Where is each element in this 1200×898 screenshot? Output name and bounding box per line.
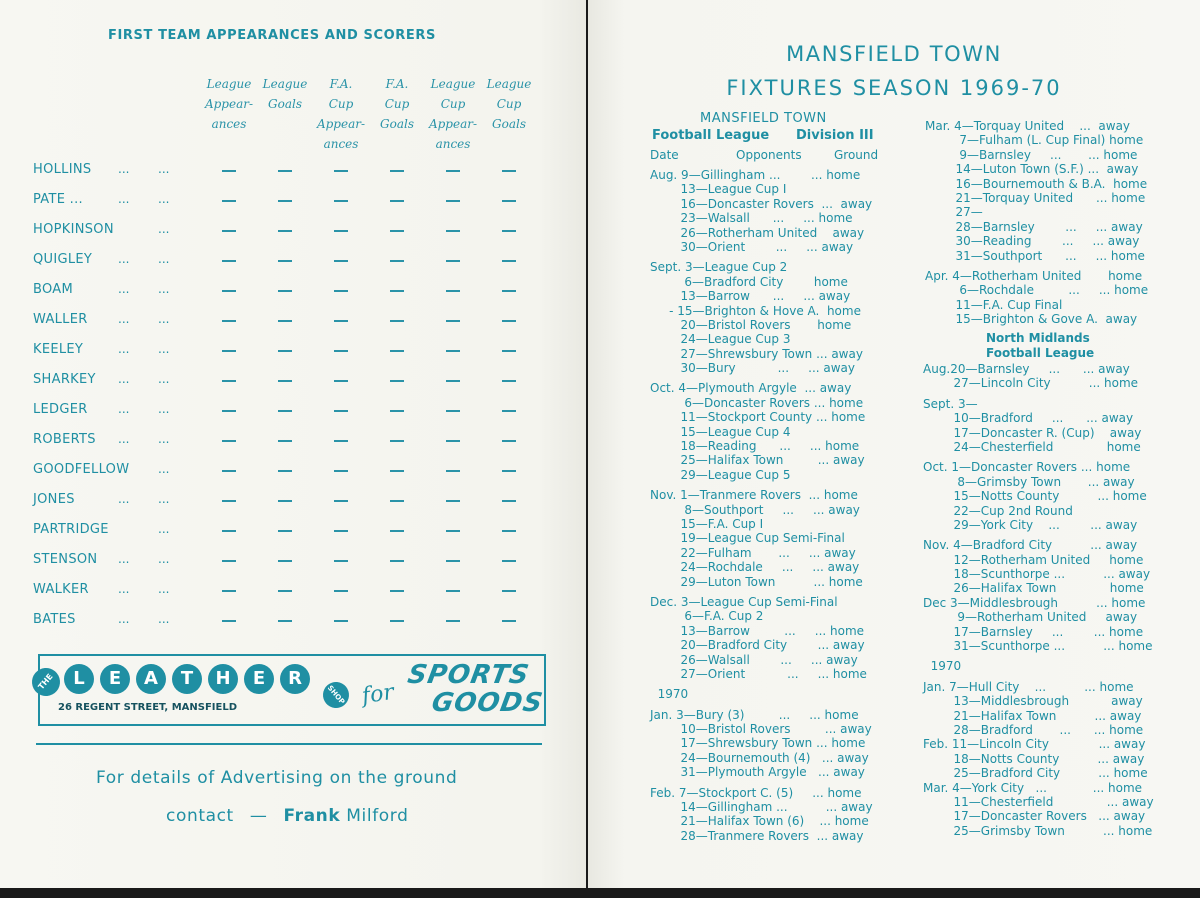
empty-cell-dash [334,410,348,412]
column-header-line: Cup [328,97,354,111]
fixture-line: 12—Rotherham United home [923,552,1144,567]
empty-cell-dash [390,200,404,202]
fixture-line: 1970 [650,687,689,702]
fixture-line: 6—Doncaster Rovers ... home [650,395,864,410]
player-name: LEDGER [33,402,88,417]
column-header-line: Goals [268,97,302,111]
player-name: BOAM [33,282,74,297]
player-name: WALKER [33,582,89,597]
player-name: HOPKINSON [33,222,114,237]
left-page [0,0,586,888]
empty-cell-dash [502,320,516,322]
leader-dots: ... [158,342,170,356]
empty-cell-dash [222,620,236,622]
fixture-line: 16—Doncaster Rovers ... away [650,196,873,211]
empty-cell-dash [334,260,348,262]
player-name: HOLLINS [33,162,92,177]
empty-cell-dash [334,500,348,502]
column-header-line: F.A. [329,77,353,91]
leader-dots: ... [118,552,130,566]
empty-cell-dash [390,410,404,412]
empty-cell-dash [222,380,236,382]
leader-dots: ... [158,462,170,476]
empty-cell-dash [278,350,292,352]
empty-cell-dash [278,620,292,622]
contact-dash: — [249,806,268,826]
fixture-line: 26—Walsall ... ... away [650,652,858,667]
leader-dots: ... [158,162,170,176]
empty-cell-dash [390,470,404,472]
fixture-line: Dec 3—Middlesbrough ... home [923,595,1146,610]
empty-cell-dash [222,320,236,322]
contact-first-name: Frank [283,806,341,826]
leader-dots: ... [158,582,170,596]
empty-cell-dash [446,620,460,622]
empty-cell-dash [390,170,404,172]
empty-cell-dash [502,530,516,532]
empty-cell-dash [278,230,292,232]
player-name: SHARKEY [33,372,96,387]
fixture-line: 27—Shrewsbury Town ... away [650,346,863,361]
the-badge: THE [26,662,65,701]
leader-dots: ... [118,162,130,176]
player-name: PARTRIDGE [33,522,109,537]
empty-cell-dash [334,530,348,532]
fixture-line: 9—Barnsley ... ... home [925,147,1138,162]
empty-cell-dash [390,560,404,562]
empty-cell-dash [334,320,348,322]
fixture-line: 27— [925,205,983,220]
fixture-line: 20—Bristol Rovers home [650,317,852,332]
fixture-line: Oct. 1—Doncaster Rovers ... home [923,460,1131,475]
fixture-line: Mar. 4—Torquay United ... away [925,119,1131,133]
fixture-line: 31—Plymouth Argyle ... away [650,765,865,780]
empty-cell-dash [502,350,516,352]
column-header [366,74,428,134]
league-fixtures-list [650,168,873,843]
fixture-line: 22—Fulham ... ... away [650,545,856,560]
empty-cell-dash [446,170,460,172]
fixture-line: 11—F.A. Cup Final [925,297,1063,312]
empty-cell-dash [222,410,236,412]
fixture-line: 6—F.A. Cup 2 [650,609,764,624]
fixture-line: Nov. 4—Bradford City ... away [923,538,1138,553]
empty-cell-dash [390,320,404,322]
column-header-line: Cup [496,97,522,111]
fixture-line: 21—Halifax Town ... away [923,708,1142,723]
empty-cell-dash [502,260,516,262]
league-fixtures-list-cont [925,119,1148,326]
empty-cell-dash [334,350,348,352]
leader-dots: ... [118,372,130,386]
fixture-line: 24—League Cup 3 [650,332,791,347]
fixture-line: 24—Chesterfield home [923,439,1141,454]
fixture-line: 13—League Cup I [650,182,787,197]
empty-cell-dash [278,500,292,502]
fixture-line: 27—Lincoln City ... home [923,376,1139,391]
fixture-line: 10—Bradford ... ... away [923,411,1134,426]
empty-cell-dash [334,290,348,292]
leather-letter-circle: T [172,664,202,694]
empty-cell-dash [278,410,292,412]
empty-cell-dash [502,560,516,562]
empty-cell-dash [390,500,404,502]
empty-cell-dash [278,470,292,472]
empty-cell-dash [278,590,292,592]
column-header-line: ances [323,137,359,151]
empty-cell-dash [222,350,236,352]
empty-cell-dash [446,350,460,352]
fixture-line: 15—League Cup 4 [650,424,791,439]
right-page [588,0,1200,888]
column-header [422,74,484,154]
section-division: Division III [796,128,874,143]
fixture-line: 17—Doncaster R. (Cup) away [923,425,1142,440]
empty-cell-dash [334,620,348,622]
fixture-line: 24—Bournemouth (4) ... away [650,750,869,765]
empty-cell-dash [446,530,460,532]
leader-dots: ... [118,312,130,326]
empty-cell-dash [334,590,348,592]
empty-cell-dash [334,470,348,472]
empty-cell-dash [502,170,516,172]
fixture-line: 17—Doncaster Rovers ... away [923,809,1146,824]
empty-cell-dash [502,620,516,622]
empty-cell-dash [446,230,460,232]
leader-dots: ... [118,432,130,446]
column-header-line: Appear- [204,97,254,111]
empty-cell-dash [222,590,236,592]
fixture-line: 26—Rotherham United away [650,225,865,240]
leather-shop-advert [38,654,546,726]
fixture-line: 7—Fulham (L. Cup Final) home [925,133,1144,148]
for-text: for [360,679,396,710]
advertising-line-2 [166,806,408,826]
player-name: BATES [33,612,76,627]
section-league: Football League [652,128,770,143]
fixture-line: 31—Southport ... ... home [925,248,1145,263]
fixture-line: 22—Cup 2nd Round [923,503,1073,518]
fixture-line: Nov. 1—Tranmere Rovers ... home [650,488,858,503]
column-header-line: Goals [492,117,526,131]
empty-cell-dash [222,470,236,472]
fixture-line: 1970 [923,659,962,674]
fixture-line: 6—Bradford City home [650,274,848,289]
fixture-line: 23—Walsall ... ... home [650,211,853,226]
column-header-line: ances [211,117,247,131]
fixture-line: 26—Halifax Town home [923,581,1144,596]
empty-cell-dash [222,560,236,562]
fixture-line: 25—Halifax Town ... away [650,453,865,468]
fixtures-title: FIXTURES SEASON 1969-70 [726,76,1062,100]
fixture-line: 8—Grimsby Town ... away [923,474,1135,489]
fixture-line: 18—Notts County ... away [923,751,1145,766]
leather-letter-circle: E [244,664,274,694]
empty-cell-dash [502,200,516,202]
fixture-line: 21—Halifax Town (6) ... home [650,814,869,829]
empty-cell-dash [222,170,236,172]
empty-cell-dash [390,230,404,232]
empty-cell-dash [390,620,404,622]
player-name: ROBERTS [33,432,96,447]
empty-cell-dash [222,260,236,262]
fixture-line: 27—Orient ... ... home [650,666,867,681]
empty-cell-dash [390,590,404,592]
column-header-line: League [430,77,476,91]
empty-cell-dash [334,560,348,562]
empty-cell-dash [446,500,460,502]
leader-dots: ... [118,492,130,506]
leader-dots: ... [158,402,170,416]
empty-cell-dash [278,440,292,442]
north-midlands-fixtures [923,362,1154,838]
fixture-line: 17—Shrewsbury Town ... home [650,736,866,751]
empty-cell-dash [446,260,460,262]
fixture-line: Jan. 3—Bury (3) ... ... home [650,707,859,722]
leader-dots: ... [118,282,130,296]
fixture-line: Apr. 4—Rotherham United home [925,268,1143,283]
header-date: Date [650,148,679,162]
fixture-line: 10—Bristol Rovers ... away [650,722,872,737]
leader-dots: ... [158,552,170,566]
fixture-line: 25—Bradford City ... home [923,766,1148,781]
empty-cell-dash [446,440,460,442]
fixture-line: 13—Barrow ... ... home [650,623,865,638]
column-header-line: Cup [440,97,466,111]
empty-cell-dash [278,200,292,202]
leader-dots: ... [118,252,130,266]
leader-dots: ... [158,252,170,266]
appearances-title: FIRST TEAM APPEARANCES AND SCORERS [108,28,436,43]
leader-dots: ... [118,402,130,416]
leader-dots: ... [118,582,130,596]
player-name: STENSON [33,552,98,567]
empty-cell-dash [334,440,348,442]
leader-dots: ... [158,522,170,536]
player-name: WALLER [33,312,88,327]
empty-cell-dash [502,440,516,442]
column-header [310,74,372,154]
empty-cell-dash [446,380,460,382]
empty-cell-dash [222,290,236,292]
leader-dots: ... [158,312,170,326]
empty-cell-dash [446,410,460,412]
nm-title-1: North Midlands [986,331,1090,345]
fixture-line: 28—Bradford ... ... home [923,722,1144,737]
empty-cell-dash [278,530,292,532]
empty-cell-dash [502,290,516,292]
shop-address: 26 REGENT STREET, MANSFIELD [58,702,238,713]
fixture-line: 18—Scunthorpe ... ... away [923,567,1151,582]
empty-cell-dash [502,230,516,232]
fixture-line: 30—Reading ... ... away [925,234,1140,249]
goods-text: GOODS [429,688,546,718]
fixture-line: 11—Stockport County ... home [650,410,866,425]
empty-cell-dash [446,200,460,202]
leader-dots: ... [118,342,130,356]
empty-cell-dash [446,470,460,472]
fixture-line: 29—Luton Town ... home [650,574,863,589]
fixture-line: 16—Bournemouth & B.A. home [925,176,1148,191]
empty-cell-dash [222,230,236,232]
fixture-line: Oct. 4—Plymouth Argyle ... away [650,381,852,396]
leather-letter-circle: R [280,664,310,694]
fixture-line: 14—Luton Town (S.F.) ... away [925,162,1139,177]
fixture-line: 31—Scunthorpe ... ... home [923,639,1153,654]
fixture-line: 15—Notts County ... home [923,489,1147,504]
empty-cell-dash [390,260,404,262]
empty-cell-dash [502,470,516,472]
column-header-line: League [486,77,532,91]
empty-cell-dash [502,500,516,502]
empty-cell-dash [446,320,460,322]
empty-cell-dash [446,290,460,292]
fixture-line: Sept. 3— [923,396,978,411]
leader-dots: ... [118,612,130,626]
fixture-line: 13—Barrow ... ... away [650,289,851,304]
player-name: GOODFELLOW [33,462,130,477]
fixture-line: 8—Southport ... ... away [650,502,860,517]
fixture-line: 30—Bury ... ... away [650,361,856,376]
empty-cell-dash [278,260,292,262]
fixture-line: 25—Grimsby Town ... home [923,823,1153,838]
empty-cell-dash [222,440,236,442]
empty-cell-dash [446,590,460,592]
empty-cell-dash [334,380,348,382]
section-club: MANSFIELD TOWN [700,111,827,126]
leather-letter-circle: A [136,664,166,694]
fixture-line: 13—Middlesbrough away [923,694,1143,709]
empty-cell-dash [278,170,292,172]
fixture-line: 28—Tranmere Rovers ... away [650,828,864,843]
empty-cell-dash [334,200,348,202]
column-header-line: Appear- [428,117,478,131]
leader-dots: ... [158,222,170,236]
empty-cell-dash [390,440,404,442]
column-header-line: League [206,77,252,91]
fixture-line: 21—Torquay United ... home [925,190,1146,205]
fixture-line: Mar. 4—York City ... ... home [923,780,1143,795]
header-ground: Ground [834,148,879,162]
empty-cell-dash [446,560,460,562]
fixture-line: Jan. 7—Hull City ... ... home [923,679,1134,694]
column-header-line: Cup [384,97,410,111]
column-header [254,74,316,114]
empty-cell-dash [390,290,404,292]
fixture-line: 29—York City ... ... away [923,517,1138,532]
empty-cell-dash [222,200,236,202]
column-header-line: F.A. [385,77,409,91]
leader-dots: ... [158,282,170,296]
empty-cell-dash [502,410,516,412]
fixture-line: Aug. 9—Gillingham ... ... home [650,168,861,182]
leader-dots: ... [158,192,170,206]
fixture-line: 11—Chesterfield ... away [923,794,1154,809]
leather-letter-circle: E [100,664,130,694]
leather-letter-circle: L [64,664,94,694]
leather-letter-circle: H [208,664,238,694]
leader-dots: ... [158,372,170,386]
fixture-line: 15—Brighton & Gove A. away [925,312,1138,327]
fixture-line: Sept. 3—League Cup 2 [650,260,788,275]
empty-cell-dash [502,380,516,382]
leader-dots: ... [158,432,170,446]
empty-cell-dash [222,530,236,532]
leader-dots: ... [158,492,170,506]
empty-cell-dash [334,230,348,232]
empty-cell-dash [502,590,516,592]
player-name: KEELEY [33,342,84,357]
empty-cell-dash [278,560,292,562]
empty-cell-dash [222,500,236,502]
fixture-line: Feb. 7—Stockport C. (5) ... home [650,785,862,800]
club-title: MANSFIELD TOWN [786,42,1002,66]
fixture-line: 30—Orient ... ... away [650,239,854,254]
fixture-line: 17—Barnsley ... ... home [923,624,1144,639]
fixture-line: Feb. 11—Lincoln City ... away [923,737,1146,752]
fixture-line: Dec. 3—League Cup Semi-Final [650,594,838,609]
fixture-line: 24—Rochdale ... ... away [650,560,860,575]
player-name: JONES [33,492,75,507]
column-header-line: Appear- [316,117,366,131]
player-name: QUIGLEY [33,252,93,267]
sports-text: SPORTS [405,660,532,690]
fixture-line: 14—Gillingham ... ... away [650,800,873,815]
shop-badge: SHOP [318,677,355,714]
fixture-line: 19—League Cup Semi-Final [650,531,845,546]
empty-cell-dash [278,290,292,292]
empty-cell-dash [278,320,292,322]
fixture-line: 9—Rotherham United away [923,610,1138,625]
fixture-line: 28—Barnsley ... ... away [925,219,1143,234]
fixture-line: 6—Rochdale ... ... home [925,283,1149,298]
column-header-line: Goals [380,117,414,131]
header-opponents: Opponents [736,148,802,162]
empty-cell-dash [334,170,348,172]
contact-last-name: Milford [346,806,409,826]
column-header [198,74,260,134]
divider-line [36,743,542,745]
column-header-line: League [262,77,308,91]
empty-cell-dash [390,350,404,352]
column-header-line: ances [435,137,471,151]
fixture-line: - 15—Brighton & Hove A. home [650,303,861,318]
fixture-line: Aug.20—Barnsley ... ... away [923,362,1130,376]
player-name: PATE ... [33,192,83,207]
empty-cell-dash [390,380,404,382]
fixture-line: 15—F.A. Cup I [650,516,764,531]
fixture-line: 20—Bradford City ... away [650,638,865,653]
advertising-line-1: For details of Advertising on the ground [96,768,458,788]
fixture-line: 29—League Cup 5 [650,467,791,482]
leader-dots: ... [118,192,130,206]
fixture-line: 18—Reading ... ... home [650,439,860,454]
nm-title-2: Football League [986,346,1095,360]
leader-dots: ... [158,612,170,626]
contact-word: contact [166,806,234,826]
empty-cell-dash [390,530,404,532]
empty-cell-dash [278,380,292,382]
column-header [478,74,540,134]
